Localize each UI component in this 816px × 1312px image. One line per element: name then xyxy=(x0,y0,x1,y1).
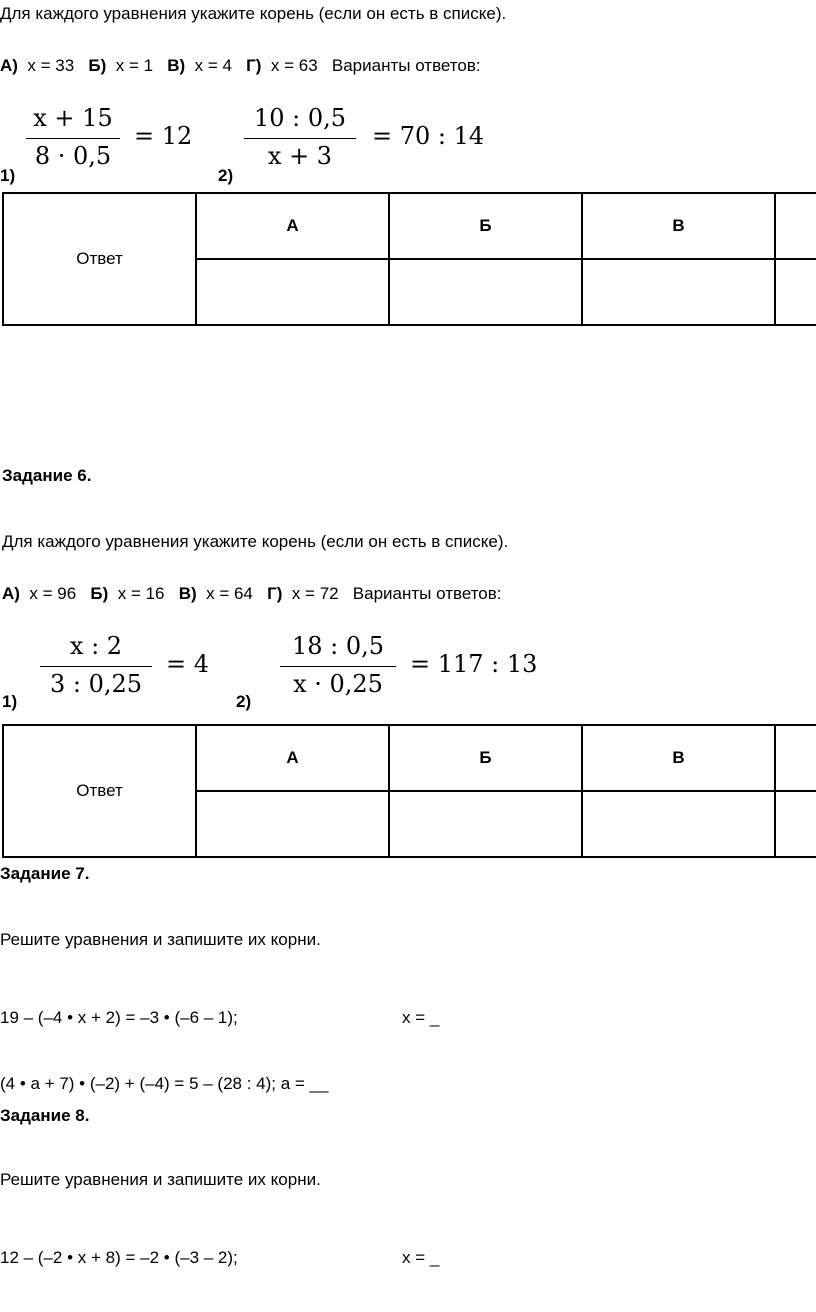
equation-2-rhs: = 117 : 13 xyxy=(410,650,538,678)
option-value: x = 63 xyxy=(270,56,318,75)
option-value: x = 72 xyxy=(291,584,339,603)
fraction-bar xyxy=(26,138,120,139)
task8-heading: Задание 8. xyxy=(0,1106,90,1125)
option-value: x = 33 xyxy=(27,56,75,75)
equation-denominator: 8 · 0,5 xyxy=(34,142,112,170)
column-header: В xyxy=(582,193,775,259)
option-letter: Г) xyxy=(267,584,283,603)
task7-equation-1-answer: x = _ xyxy=(402,1008,440,1027)
answer-cell[interactable] xyxy=(196,259,389,325)
equation-1-fraction xyxy=(40,632,152,704)
fraction-bar xyxy=(40,666,152,667)
column-header xyxy=(775,193,816,259)
options-suffix: Варианты ответов: xyxy=(331,56,481,75)
task5-options xyxy=(0,56,481,76)
fraction-bar xyxy=(244,138,356,139)
equation-2-label: 2) xyxy=(236,692,252,711)
task8-instruction: Решите уравнения и запишите их корни. xyxy=(0,1170,321,1189)
option-value: x = 96 xyxy=(29,584,77,603)
equation-1-label: 1) xyxy=(2,692,18,711)
task8-equation-1: 12 – (–2 • x + 8) = –2 • (–3 – 2); xyxy=(0,1248,238,1267)
task6-instruction: Для каждого уравнения укажите корень (если он есть в списке). xyxy=(2,532,509,551)
task6-heading: Задание 6. xyxy=(2,466,92,485)
answer-cell[interactable] xyxy=(775,791,816,857)
task7-heading: Задание 7. xyxy=(0,864,90,883)
answer-label-cell: Ответ xyxy=(3,725,196,857)
equation-numerator: x : 2 xyxy=(69,632,123,660)
column-header: А xyxy=(196,193,389,259)
options-suffix: Варианты ответов: xyxy=(352,584,502,603)
answer-cell[interactable] xyxy=(389,791,582,857)
equation-denominator: x + 3 xyxy=(267,142,333,170)
equation-1-rhs: = 12 xyxy=(134,122,193,150)
column-header: А xyxy=(196,725,389,791)
equation-1-fraction xyxy=(26,104,120,176)
answer-label-cell: Ответ xyxy=(3,193,196,325)
equation-denominator: 3 : 0,25 xyxy=(49,670,143,698)
option-value: x = 4 xyxy=(194,56,232,75)
column-header xyxy=(775,725,816,791)
equation-2-fraction xyxy=(244,104,356,176)
option-letter: В) xyxy=(178,584,197,603)
equation-1-label: 1) xyxy=(0,166,16,185)
option-letter: А) xyxy=(0,56,18,75)
task8-equation-1-answer: x = _ xyxy=(402,1248,440,1267)
equation-denominator: x · 0,25 xyxy=(293,670,383,698)
task7-equation-1: 19 – (–4 • x + 2) = –3 • (–6 – 1); xyxy=(0,1008,238,1027)
equation-numerator: 18 : 0,5 xyxy=(291,632,385,660)
option-letter: В) xyxy=(167,56,186,75)
option-letter: Б) xyxy=(90,584,109,603)
equation-2-fraction xyxy=(280,632,396,704)
answer-cell[interactable] xyxy=(196,791,389,857)
task7-instruction: Решите уравнения и запишите их корни. xyxy=(0,930,321,949)
option-letter: Б) xyxy=(88,56,107,75)
answer-cell[interactable] xyxy=(582,259,775,325)
task7-equation-2: (4 • a + 7) • (–2) + (–4) = 5 – (28 : 4); a = __ xyxy=(0,1074,329,1093)
equation-1-rhs: = 4 xyxy=(166,650,210,678)
option-value: x = 16 xyxy=(117,584,165,603)
option-value: x = 1 xyxy=(115,56,154,75)
column-header: Б xyxy=(389,725,582,791)
task5-instruction: Для каждого уравнения укажите корень (если он есть в списке). xyxy=(0,4,507,23)
equation-numerator: 10 : 0,5 xyxy=(253,104,347,132)
answer-table xyxy=(2,724,816,858)
column-header: В xyxy=(582,725,775,791)
option-letter: Г) xyxy=(246,56,262,75)
equation-numerator: x + 15 xyxy=(33,104,113,132)
answer-cell[interactable] xyxy=(775,259,816,325)
equation-2-rhs: = 70 : 14 xyxy=(372,122,485,150)
task6-options xyxy=(2,584,502,604)
column-header: Б xyxy=(389,193,582,259)
option-value: x = 64 xyxy=(206,584,253,603)
option-letter: А) xyxy=(2,584,20,603)
equation-2-label: 2) xyxy=(218,166,234,185)
answer-table xyxy=(2,192,816,326)
answer-cell[interactable] xyxy=(389,259,582,325)
answer-cell[interactable] xyxy=(582,791,775,857)
fraction-bar xyxy=(280,666,396,667)
